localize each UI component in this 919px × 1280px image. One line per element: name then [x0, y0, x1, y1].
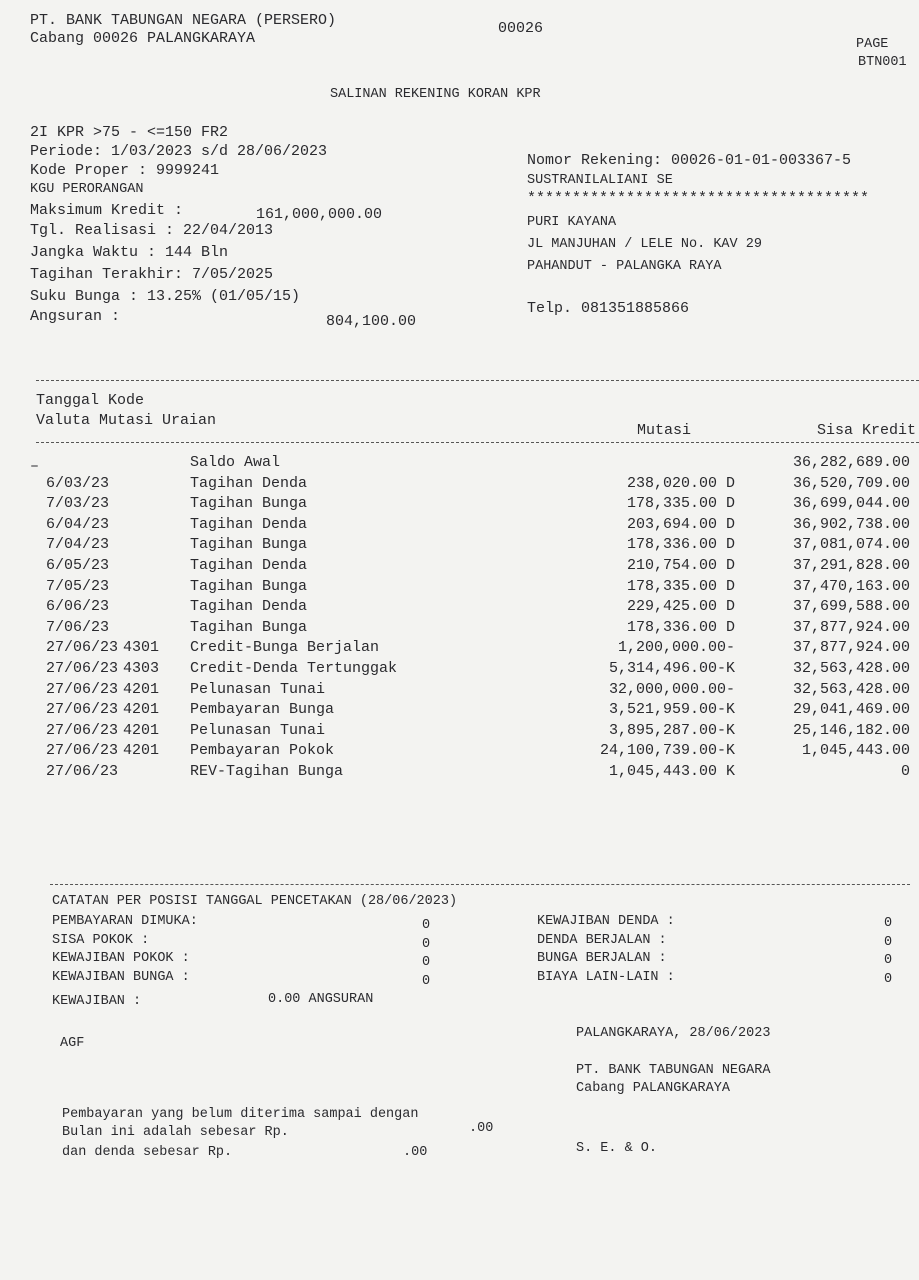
- row-sisa-kredit: 32,563,428.00: [792, 660, 910, 677]
- kewajiban-value: 0.00 ANGSURAN: [268, 992, 374, 1007]
- kewajiban-label: KEWAJIBAN :: [52, 994, 142, 1009]
- catatan-right-value: 0: [884, 953, 893, 968]
- loan-kgu: KGU PERORANGAN: [30, 182, 144, 197]
- catatan-right-value: 0: [884, 935, 893, 950]
- catatan-left-value: 0: [422, 955, 431, 970]
- page-label: PAGE: [856, 37, 889, 52]
- customer-address-3: PAHANDUT - PALANGKA RAYA: [527, 259, 722, 274]
- footer-note-2-value: .00: [469, 1121, 494, 1136]
- catatan-title: CATATAN PER POSISI TANGGAL PENCETAKAN (28/06/2023): [52, 894, 458, 909]
- row-sisa-kredit: 37,699,588.00: [792, 598, 910, 615]
- catatan-left-label: PEMBAYARAN DIMUKA:: [52, 914, 198, 929]
- row-date: 27/06/23: [46, 742, 119, 759]
- row-mutasi: 3,521,959.00-K: [608, 701, 735, 718]
- loan-tgl-realisasi: Tgl. Realisasi : 22/04/2013: [30, 222, 274, 239]
- row-mutasi: 1,200,000.00-: [617, 639, 735, 656]
- row-uraian: Pembayaran Bunga: [190, 701, 335, 718]
- row-date: 6/05/23: [46, 557, 110, 574]
- footer-note-2: Bulan ini adalah sebesar Rp.: [62, 1125, 289, 1140]
- row-date: 6/03/23: [46, 475, 110, 492]
- footer-branch: Cabang PALANGKARAYA: [576, 1081, 730, 1096]
- row-kode: 4301: [123, 639, 160, 656]
- row-sisa-kredit: 37,081,074.00: [792, 536, 910, 553]
- row-date: 7/06/23: [46, 619, 110, 636]
- row-mutasi: 1,045,443.00 K: [608, 763, 735, 780]
- row-uraian: Pelunasan Tunai: [190, 681, 326, 698]
- row-kode: 4303: [123, 660, 160, 677]
- row-sisa-kredit: 1,045,443.00: [801, 742, 910, 759]
- catatan-right-label: DENDA BERJALAN :: [537, 933, 667, 948]
- row-mutasi: 24,100,739.00-K: [599, 742, 735, 759]
- customer-phone: Telp. 081351885866: [527, 300, 690, 317]
- row-uraian: Pelunasan Tunai: [190, 722, 326, 739]
- row-sisa-kredit: 37,470,163.00: [792, 578, 910, 595]
- row-sisa-kredit: 25,146,182.00: [792, 722, 910, 739]
- row-sisa-kredit: 37,877,924.00: [792, 639, 910, 656]
- row-mutasi: 178,336.00 D: [626, 536, 735, 553]
- row-mutasi: 238,020.00 D: [626, 475, 735, 492]
- row-uraian: Saldo Awal: [190, 454, 281, 471]
- row-uraian: REV-Tagihan Bunga: [190, 763, 344, 780]
- branch-code: 00026: [498, 20, 544, 37]
- footer-note-3: dan denda sebesar Rp.: [62, 1145, 233, 1160]
- row-kode: 4201: [123, 701, 160, 718]
- page-code: BTN001: [858, 55, 907, 70]
- footer-agf: AGF: [60, 1036, 85, 1051]
- catatan-right-label: KEWAJIBAN DENDA :: [537, 914, 675, 929]
- footer-city-date: PALANGKARAYA, 28/06/2023: [576, 1026, 771, 1041]
- catatan-right-label: BIAYA LAIN-LAIN :: [537, 970, 675, 985]
- footer-note-1: Pembayaran yang belum diterima sampai dengan: [62, 1107, 419, 1122]
- row-sisa-kredit: 29,041,469.00: [792, 701, 910, 718]
- customer-name: SUSTRANILALIANI SE: [527, 173, 673, 188]
- divider: [50, 884, 910, 885]
- loan-jangka-waktu: Jangka Waktu : 144 Bln: [30, 244, 229, 261]
- table-header-line2: Valuta Mutasi Uraian: [36, 412, 217, 429]
- row-sisa-kredit: 36,282,689.00: [792, 454, 910, 471]
- row-sisa-kredit: 36,902,738.00: [792, 516, 910, 533]
- row-mutasi: 229,425.00 D: [626, 598, 735, 615]
- row-mutasi: 210,754.00 D: [626, 557, 735, 574]
- row-date: 7/04/23: [46, 536, 110, 553]
- row-marker: –: [30, 458, 40, 475]
- row-sisa-kredit: 32,563,428.00: [792, 681, 910, 698]
- catatan-left-value: 0: [422, 974, 431, 989]
- row-uraian: Tagihan Bunga: [190, 536, 308, 553]
- row-uraian: Tagihan Bunga: [190, 578, 308, 595]
- row-kode: 4201: [123, 742, 160, 759]
- row-kode: 4201: [123, 722, 160, 739]
- bank-name: PT. BANK TABUNGAN NEGARA (PERSERO): [30, 12, 337, 29]
- customer-stars: **************************************: [527, 190, 870, 207]
- row-date: 27/06/23: [46, 763, 119, 780]
- customer-address-1: PURI KAYANA: [527, 215, 617, 230]
- loan-suku-bunga: Suku Bunga : 13.25% (01/05/15): [30, 288, 301, 305]
- table-header-line1: Tanggal Kode: [36, 392, 145, 409]
- row-uraian: Tagihan Bunga: [190, 495, 308, 512]
- catatan-right-value: 0: [884, 916, 893, 931]
- row-mutasi: 32,000,000.00-: [608, 681, 735, 698]
- footer-note-3-value: .00: [403, 1145, 428, 1160]
- table-header-mutasi: Mutasi: [637, 422, 692, 439]
- loan-product: 2I KPR >75 - <=150 FR2: [30, 124, 229, 141]
- table-header-sisa-kredit: Sisa Kredit: [817, 422, 917, 439]
- footer-seo: S. E. & O.: [576, 1141, 658, 1156]
- row-mutasi: 5,314,496.00-K: [608, 660, 735, 677]
- row-sisa-kredit: 0: [900, 763, 910, 780]
- row-kode: 4201: [123, 681, 160, 698]
- row-mutasi: 178,335.00 D: [626, 578, 735, 595]
- row-mutasi: 203,694.00 D: [626, 516, 735, 533]
- row-uraian: Tagihan Denda: [190, 557, 308, 574]
- catatan-left-value: 0: [422, 918, 431, 933]
- row-uraian: Credit-Bunga Berjalan: [190, 639, 380, 656]
- row-sisa-kredit: 37,877,924.00: [792, 619, 910, 636]
- catatan-right-value: 0: [884, 972, 893, 987]
- row-uraian: Pembayaran Pokok: [190, 742, 335, 759]
- row-uraian: Tagihan Denda: [190, 598, 308, 615]
- row-date: 27/06/23: [46, 681, 119, 698]
- row-date: 7/03/23: [46, 495, 110, 512]
- row-uraian: Tagihan Denda: [190, 475, 308, 492]
- catatan-left-value: 0: [422, 937, 431, 952]
- row-sisa-kredit: 37,291,828.00: [792, 557, 910, 574]
- row-date: 27/06/23: [46, 722, 119, 739]
- catatan-left-label: SISA POKOK :: [52, 933, 150, 948]
- catatan-left-label: KEWAJIBAN POKOK :: [52, 951, 190, 966]
- row-date: 27/06/23: [46, 639, 119, 656]
- document-title: SALINAN REKENING KORAN KPR: [330, 87, 541, 102]
- branch-name: Cabang 00026 PALANGKARAYA: [30, 30, 256, 47]
- loan-tagihan-terakhir: Tagihan Terakhir: 7/05/2025: [30, 266, 274, 283]
- catatan-right-label: BUNGA BERJALAN :: [537, 951, 667, 966]
- nomor-rekening: Nomor Rekening: 00026-01-01-003367-5: [527, 152, 852, 169]
- row-uraian: Credit-Denda Tertunggak: [190, 660, 398, 677]
- row-sisa-kredit: 36,520,709.00: [792, 475, 910, 492]
- row-mutasi: 3,895,287.00-K: [608, 722, 735, 739]
- row-sisa-kredit: 36,699,044.00: [792, 495, 910, 512]
- maks-kredit-value: 161,000,000.00: [256, 206, 383, 223]
- angsuran-label: Angsuran :: [30, 308, 121, 325]
- footer-bank: PT. BANK TABUNGAN NEGARA: [576, 1063, 771, 1078]
- customer-address-2: JL MANJUHAN / LELE No. KAV 29: [527, 237, 762, 252]
- row-mutasi: 178,336.00 D: [626, 619, 735, 636]
- loan-periode: Periode: 1/03/2023 s/d 28/06/2023: [30, 143, 328, 160]
- row-uraian: Tagihan Bunga: [190, 619, 308, 636]
- row-date: 6/04/23: [46, 516, 110, 533]
- row-date: 27/06/23: [46, 660, 119, 677]
- row-date: 7/05/23: [46, 578, 110, 595]
- row-mutasi: 178,335.00 D: [626, 495, 735, 512]
- catatan-left-label: KEWAJIBAN BUNGA :: [52, 970, 190, 985]
- angsuran-value: 804,100.00: [326, 313, 417, 330]
- maks-kredit-label: Maksimum Kredit :: [30, 202, 184, 219]
- row-date: 6/06/23: [46, 598, 110, 615]
- divider: [36, 380, 919, 381]
- row-date: 27/06/23: [46, 701, 119, 718]
- loan-kode-proper: Kode Proper : 9999241: [30, 162, 220, 179]
- divider: [36, 442, 919, 443]
- row-uraian: Tagihan Denda: [190, 516, 308, 533]
